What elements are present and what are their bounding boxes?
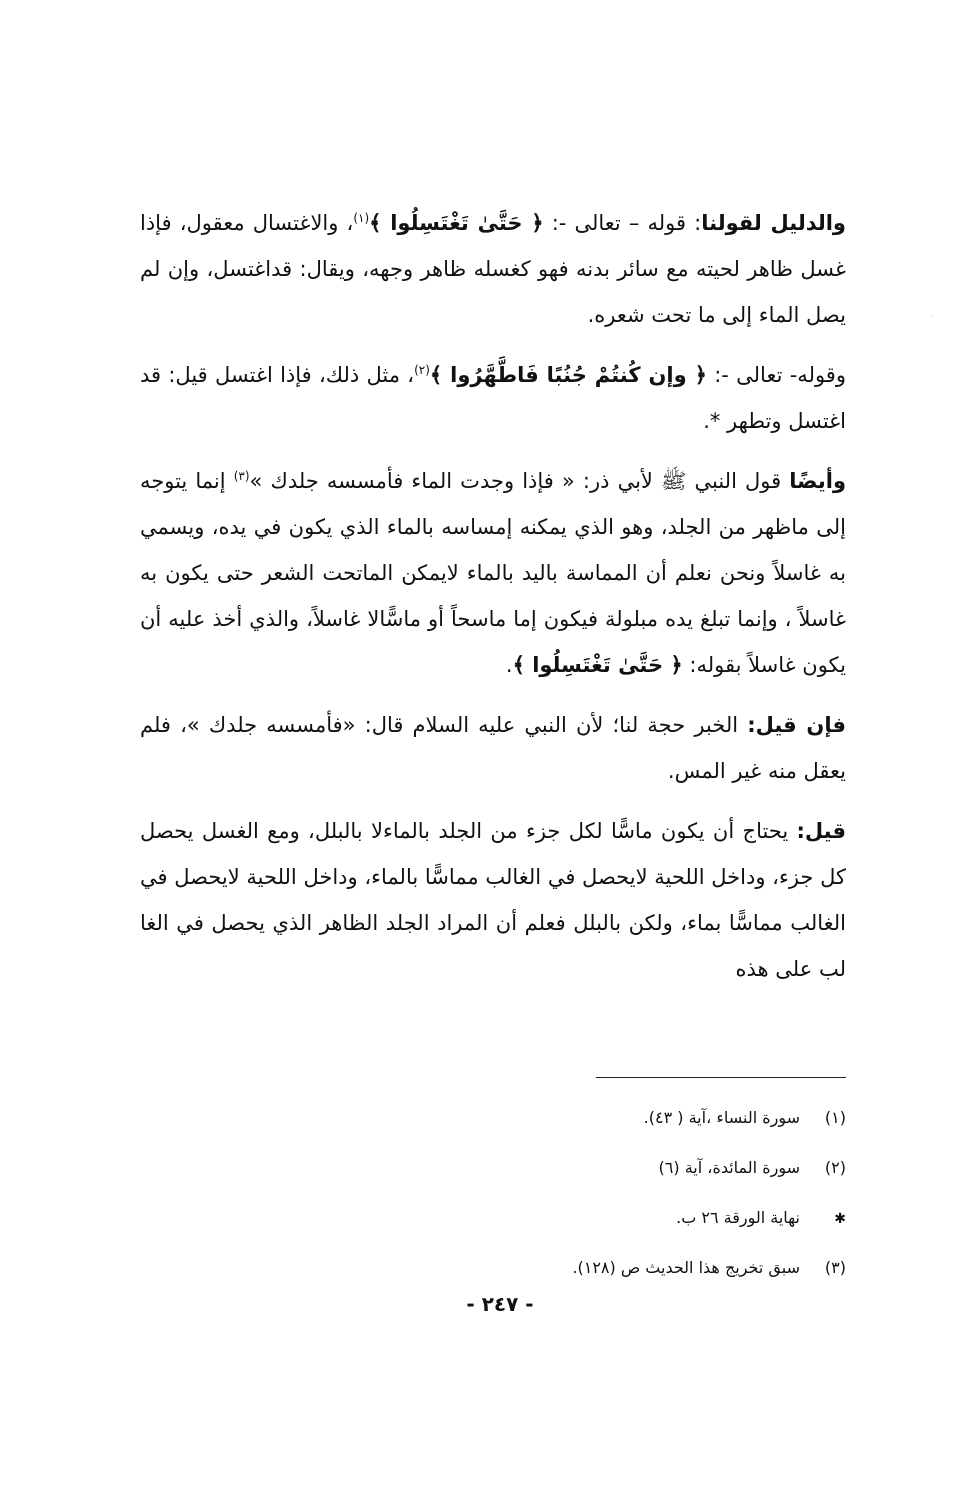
paragraph-text: الخبر حجة لنا؛ لأن النبي عليه السلام قال: «فأمسسه جلدك »، فلم يعقل منه غير المس. xyxy=(140,713,846,783)
footnote-ref: (٣) xyxy=(233,469,250,483)
footnote-item xyxy=(400,1158,846,1208)
footnote-ref: (١) xyxy=(353,211,370,225)
footnote-number: (٢) xyxy=(824,1158,846,1177)
footnote-separator xyxy=(596,1077,846,1078)
footnote-number: (٣) xyxy=(824,1258,846,1277)
paragraph-text: يحتاج أن يكون ماسًّا لكل جزء من الجلد بالماءلا بالبلل، ومع الغسل يحصل كل جزء، وداخل اللحية لايحصل في الغالب مماسًّا بالماء، وداخل اللحية لايحصل في الغالب مماسًّا بماء، ولكن بالبلل فعلم أن المراد الجلد الظاهر الذي يحصل في الغا لب على هذه xyxy=(140,819,846,981)
paragraph-text: وقوله- تعالى -: xyxy=(706,363,846,387)
paragraph-text: ، والاغتسال معقول، فإذا غسل ظاهر لحيته مع سائر بدنه فهو كغسله ظاهر وجهه، ويقال: قداغتسل، وإن لم يصل الماء إلى ما تحت شعره. xyxy=(140,211,846,327)
paragraph-5 xyxy=(140,808,846,992)
quran-quote: ﴿ حَتَّىٰ تَغْتَسِلُوا ﴾ xyxy=(369,211,544,235)
footnote-item xyxy=(400,1208,846,1258)
footnote-item xyxy=(400,1108,846,1158)
quran-quote: ﴿ وإن كُنتُمْ جُنُبًا فَاطَّهَّرُوا ﴾ xyxy=(429,363,707,387)
footnote-text: نهاية الورقة ٢٦ ب. xyxy=(676,1208,800,1227)
paragraph-lead: قيل: xyxy=(796,819,846,843)
page-number: - ٢٤٧ - xyxy=(466,1292,534,1316)
asterisk-icon: ✱ xyxy=(834,1211,846,1227)
footnote-number: (١) xyxy=(824,1108,846,1127)
main-text xyxy=(140,200,846,1006)
paragraph-1 xyxy=(140,200,846,338)
footnote-ref: (٢) xyxy=(414,363,430,377)
paragraph-lead: وأيضًا xyxy=(789,469,846,493)
paragraph-text: قول النبي ﷺ لأبي ذر: « فإذا وجدت الماء فأمسسه جلدك » xyxy=(249,469,790,493)
paragraph-4 xyxy=(140,702,846,794)
margin-speck: · xyxy=(930,312,933,321)
paragraph-text: إنما يتوجه إلى ماظهر من الجلد، وهو الذي يمكنه إمساسه بالماء الذي يكون في يده، ويسمي به غاسلاً ونحن نعلم أن المماسة باليد بالماء لايمكن الماتحت الشعر حتى يكون به غاسلاً ، وإنما تبلغ يده مبلولة فيكون إما ماسحاً أو ماسًّالا غاسلاً، والذي أخذ عليه أن يكون غاسلاً بقوله: xyxy=(140,469,846,677)
footnote-text: سورة النساء ،آية ( ٤٣). xyxy=(643,1108,800,1127)
footnotes xyxy=(400,1108,846,1308)
paragraph-2 xyxy=(140,352,846,444)
paragraph-text: . xyxy=(505,653,513,677)
paragraph-lead: والدليل لقولنا xyxy=(701,211,846,235)
paragraph-text: : قوله – تعالى -: xyxy=(543,211,702,235)
paragraph-lead: فإن قيل: xyxy=(747,713,846,737)
paragraph-3 xyxy=(140,458,846,688)
paragraph-text: ، مثل ذلك، فإذا اغتسل قيل: قد اغتسل وتطهر *. xyxy=(140,363,846,433)
footnote-text: سورة المائدة، آية (٦) xyxy=(658,1158,800,1177)
quran-quote: ﴿ حَتَّىٰ تَغْتَسِلُوا ﴾ xyxy=(512,653,683,677)
footnote-text: سبق تخريج هذا الحديث ص (١٢٨). xyxy=(572,1258,800,1277)
